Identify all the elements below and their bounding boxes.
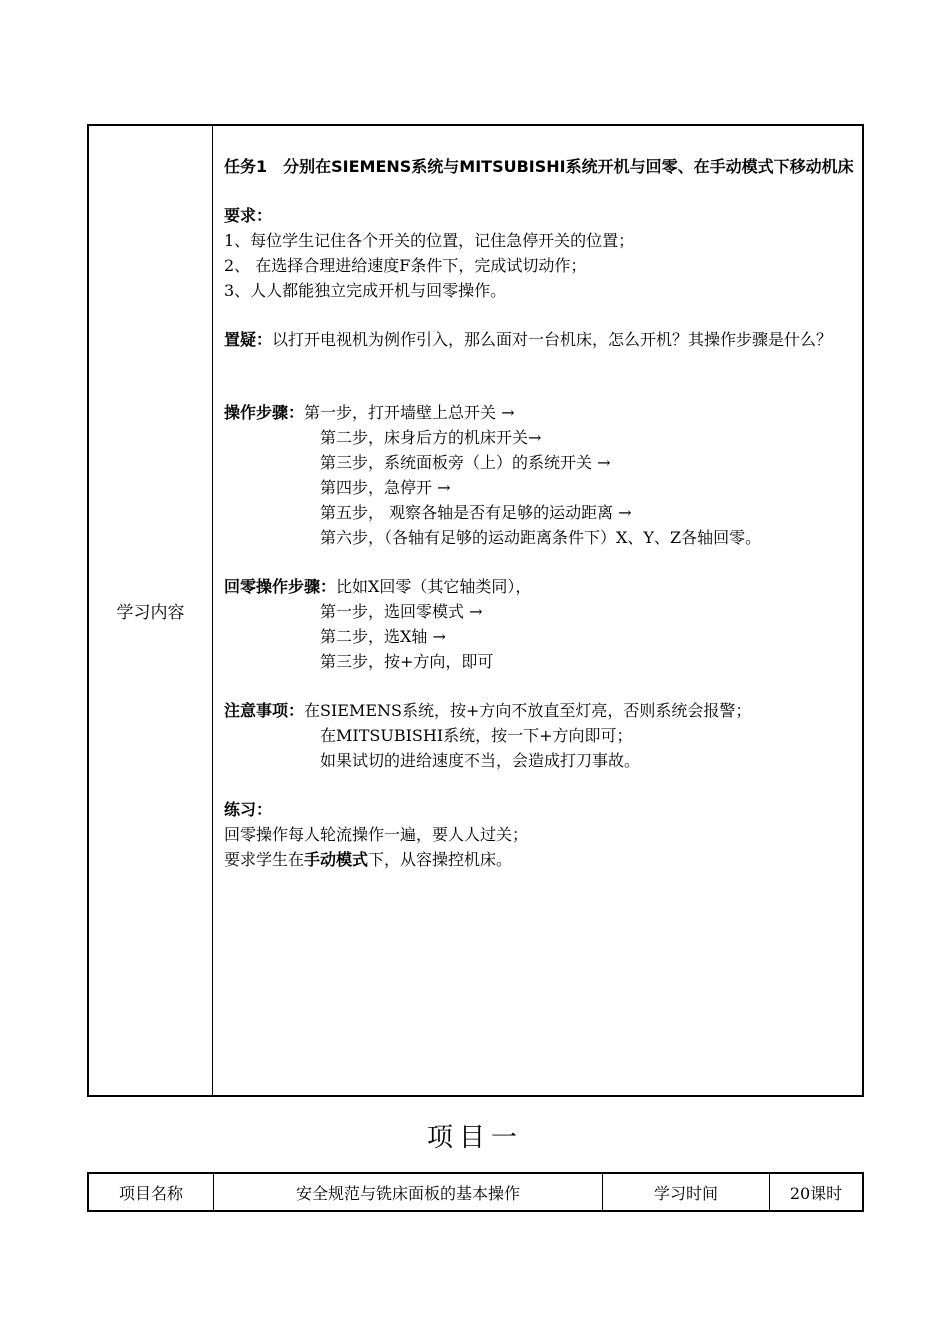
note-item: 在SIEMENS系统，按+方向不放直至灯亮，否则系统会报警；	[304, 701, 752, 720]
project-name-label: 项目名称	[89, 1174, 214, 1210]
notes-first-line	[224, 698, 859, 723]
homing-step: 第二步，选X轴 →	[320, 627, 446, 646]
learning-content-table	[87, 124, 864, 1097]
task-title: 任务1 分别在SIEMENS系统与MITSUBISHI系统开机与回零、在手动模式下移动机床	[224, 157, 854, 176]
requirements-label: 要求：	[224, 206, 273, 225]
content-cell	[224, 154, 859, 872]
practice-text: 要求学生在	[224, 850, 305, 869]
requirement-item: 3、人人都能独立完成开机与回零操作。	[224, 281, 507, 300]
step-item: 第六步，（各轴有足够的运动距离条件下）X、Y、Z各轴回零。	[320, 528, 762, 547]
practice-label: 练习：	[224, 800, 273, 819]
note-item: 在MITSUBISHI系统，按一下+方向即可；	[320, 726, 633, 745]
practice-line: 回零操作每人轮流操作一遍，要人人过关；	[224, 825, 529, 844]
row-label: 学习内容	[116, 603, 185, 623]
homing-intro: 比如X回零（其它轴类同），	[336, 577, 532, 596]
step-item: 第二步，床身后方的机床开关→	[320, 428, 542, 447]
homing-label: 回零操作步骤：	[224, 577, 337, 596]
question-text: 以打开电视机为例作引入，那么面对一台机床，怎么开机？其操作步骤是什么？	[272, 330, 833, 349]
practice-line	[224, 847, 859, 872]
project-name-value: 安全规范与铣床面板的基本操作	[214, 1174, 603, 1210]
question-label: 置疑：	[224, 330, 273, 349]
steps-first-line	[224, 400, 859, 425]
note-item: 如果试切的进给速度不当，会造成打刀事故。	[320, 751, 641, 770]
project-info-table	[87, 1172, 864, 1212]
study-time-value: 20课时	[789, 1183, 843, 1203]
practice-text: 下，从容操控机床。	[368, 850, 513, 869]
steps-label: 操作步骤：	[224, 403, 305, 422]
step-item: 第五步， 观察各轴是否有足够的运动距离 →	[320, 503, 632, 522]
homing-step: 第三步，按+方向，即可	[320, 652, 494, 671]
practice-emphasis: 手动模式	[304, 850, 369, 869]
study-time-label: 学习时间	[603, 1174, 770, 1210]
row-label-cell	[89, 126, 213, 1095]
homing-step: 第一步，选回零模式 →	[320, 602, 483, 621]
step-item: 第一步，打开墙壁上总开关 →	[304, 403, 515, 422]
question-paragraph	[224, 327, 859, 352]
notes-label: 注意事项：	[224, 701, 305, 720]
step-item: 第三步，系统面板旁（上）的系统开关 →	[320, 453, 611, 472]
homing-first-line	[224, 574, 859, 599]
requirement-item: 1、每位学生记住各个开关的位置，记住急停开关的位置；	[224, 231, 635, 250]
requirement-item: 2、 在选择合理进给速度F条件下，完成试切动作；	[224, 256, 587, 275]
section-heading: 项目一	[426, 1123, 523, 1153]
step-item: 第四步，急停开 →	[320, 478, 451, 497]
